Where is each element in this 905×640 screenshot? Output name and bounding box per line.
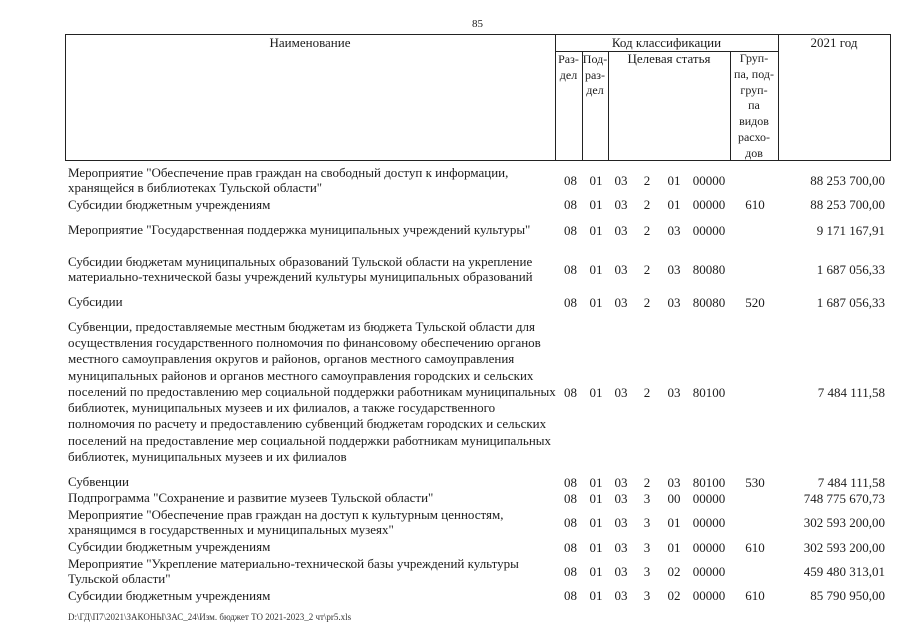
row-name-line: Мероприятие "Обеспечение прав граждан на доступ к культурным ценностям, [68, 506, 504, 522]
row-name-line: Мероприятие "Укрепление материально-технической базы учреждений культуры [68, 555, 519, 571]
table-row [0, 164, 905, 196]
target-article-code-part: 03 [614, 563, 628, 579]
amount-2021: 1 687 056,33 [816, 294, 885, 310]
target-article-code-part: 03 [667, 222, 681, 238]
amount-2021: 9 171 167,91 [816, 222, 885, 238]
header-year: 2021 год [810, 35, 858, 50]
podrazdel-code: 01 [589, 474, 603, 490]
target-article-code-part: 03 [614, 172, 628, 188]
row-name-line: Подпрограмма "Сохранение и развитие музеев Тульской области" [68, 490, 434, 506]
row-name [68, 246, 554, 292]
razdel-code: 08 [564, 384, 577, 400]
header-divider [608, 51, 609, 160]
header-group-line: видов [739, 114, 769, 128]
header-podrazdel [582, 52, 608, 99]
row-name [68, 539, 554, 555]
target-article-code-part: 03 [614, 588, 628, 603]
amount-2021: 748 775 670,73 [803, 490, 885, 506]
target-article-code-part: 00000 [692, 539, 726, 555]
row-name-line: Субвенции [68, 474, 129, 490]
row-name-line: библиотек, муниципальных музеев и их филиалов, а также государственного [68, 400, 496, 416]
header-group-line: дов [745, 145, 763, 160]
header-target-article: Целевая статья [627, 51, 711, 66]
amount-2021: 88 253 700,00 [810, 172, 885, 188]
target-article-code-part: 80100 [692, 384, 726, 400]
target-article-code-part: 03 [614, 474, 628, 490]
target-article-code-part: 03 [667, 384, 681, 400]
podrazdel-code: 01 [589, 197, 603, 212]
podrazdel-code: 01 [589, 514, 603, 530]
expense-group-code: 520 [745, 294, 765, 310]
target-article-code-part: 2 [643, 474, 651, 490]
target-article-code-part: 03 [614, 222, 628, 238]
amount-2021: 459 480 313,01 [803, 563, 885, 579]
header-divider [778, 34, 779, 160]
row-name [68, 196, 554, 213]
table-row [0, 196, 905, 213]
table-row [0, 539, 905, 555]
razdel-code: 08 [564, 539, 577, 555]
target-article-code-part: 00000 [692, 172, 726, 188]
table-row [0, 246, 905, 292]
razdel-code: 08 [564, 172, 577, 188]
target-article-code-part: 00000 [692, 197, 726, 212]
row-name-line: Тульской области" [68, 571, 171, 586]
row-name-line: материально-технической базы учреждений культуры муниципальных образований [68, 269, 533, 284]
header-group-line: Груп- [739, 51, 769, 65]
row-name-line: хранящейся в библиотеках Тульской области" [68, 180, 323, 195]
target-article-code-part: 3 [643, 588, 651, 603]
target-article-code-part: 03 [614, 261, 628, 277]
podrazdel-code: 01 [589, 539, 603, 555]
razdel-code: 08 [564, 294, 577, 310]
header-expense-group [730, 51, 778, 161]
amount-2021: 7 484 111,58 [817, 384, 885, 400]
header-name: Наименование [269, 35, 351, 50]
header-razdel [555, 52, 582, 83]
amount-2021: 85 790 950,00 [810, 588, 885, 603]
expense-group-code: 610 [745, 588, 765, 603]
razdel-code: 08 [564, 261, 577, 277]
target-article-code-part: 80080 [692, 294, 726, 310]
target-article-code-part: 00000 [692, 588, 726, 603]
podrazdel-code: 01 [589, 261, 603, 277]
target-article-code-part: 03 [667, 261, 681, 277]
target-article-code-part: 2 [643, 172, 651, 188]
row-name [68, 490, 554, 506]
row-name-line: полномочия по расчету и предоставлению субвенций бюджетам городских и сельских [68, 416, 547, 432]
row-name-line: Субсидии бюджетным учреждениям [68, 539, 271, 555]
table-row [0, 587, 905, 604]
row-name [68, 587, 554, 604]
target-article-code-part: 00 [667, 490, 681, 506]
target-article-code-part: 01 [667, 172, 681, 188]
target-article-code-part: 01 [667, 539, 681, 555]
target-article-code-part: 00000 [692, 563, 726, 579]
razdel-code: 08 [564, 222, 577, 238]
target-article-code-part: 3 [643, 514, 651, 530]
row-name [68, 164, 554, 196]
row-name-line: поселений на предоставление мер социальной поддержки работникам муниципальных [68, 432, 552, 448]
target-article-code-part: 00000 [692, 490, 726, 506]
row-name [68, 474, 554, 490]
target-article-code-part: 03 [667, 294, 681, 310]
file-path-footer: D:\ГД\П7\2021\ЗАКОНЫ\ЗАС_24\Изм. бюджет ТО 2021-2023_2 чт\pr5.xls [68, 612, 352, 622]
row-name-line: Субсидии бюджетным учреждениям [68, 587, 271, 603]
row-name-line: Субсидии [68, 294, 123, 310]
header-group-line: па, под- [734, 66, 774, 81]
target-article-code-part: 00000 [692, 514, 726, 530]
target-article-code-part: 2 [643, 197, 651, 212]
expense-group-code: 610 [745, 197, 765, 212]
amount-2021: 88 253 700,00 [810, 197, 885, 212]
row-name [68, 312, 554, 472]
amount-2021: 7 484 111,58 [817, 474, 885, 490]
row-name [68, 506, 554, 538]
razdel-code: 08 [564, 197, 577, 212]
target-article-code-part: 80080 [692, 261, 726, 277]
target-article-code-part: 01 [667, 197, 681, 212]
amount-2021: 302 593 200,00 [803, 514, 885, 530]
row-name-line: Мероприятие "Обеспечение прав граждан на свободный доступ к информации, [68, 164, 509, 180]
header-podrazdel-line: Под- [582, 52, 608, 66]
razdel-code: 08 [564, 474, 577, 490]
expense-group-code: 530 [745, 474, 765, 490]
target-article-code-part: 00000 [692, 222, 726, 238]
target-article-code-part: 2 [643, 222, 651, 238]
target-article-code-part: 03 [614, 197, 628, 212]
header-podrazdel-line: раз- [584, 67, 606, 82]
razdel-code: 08 [564, 490, 577, 506]
row-name-line: Мероприятие "Государственная поддержка муниципальных учреждений культуры" [68, 222, 531, 238]
target-article-code-part: 02 [667, 563, 681, 579]
target-article-code-part: 01 [667, 514, 681, 530]
target-article-code-part: 03 [614, 539, 628, 555]
expense-group-code: 610 [745, 539, 765, 555]
row-name-line: Субсидии бюджетным учреждениям [68, 196, 271, 212]
podrazdel-code: 01 [589, 384, 603, 400]
razdel-code: 08 [564, 514, 577, 530]
row-name-line: муниципальных районов и органов местного самоуправления городских и сельских [68, 367, 534, 383]
podrazdel-code: 01 [589, 172, 603, 188]
header-group-line: груп- [740, 82, 768, 97]
row-name-line: хранящимся в государственных и муниципальных музеях" [68, 522, 394, 537]
row-name [68, 214, 554, 246]
target-article-code-part: 3 [643, 539, 651, 555]
target-article-code-part: 2 [643, 294, 651, 310]
target-article-code-part: 03 [614, 490, 628, 506]
podrazdel-code: 01 [589, 490, 603, 506]
razdel-code: 08 [564, 588, 577, 603]
target-article-code-part: 2 [643, 261, 651, 277]
target-article-code-part: 3 [643, 563, 651, 579]
amount-2021: 1 687 056,33 [816, 261, 885, 277]
table-row [0, 292, 905, 312]
page-number: 85 [472, 18, 483, 30]
header-classification: Код классификации [611, 35, 722, 50]
table-row [0, 506, 905, 538]
row-name-line: поселений по предоставлению мер социальной поддержки работникам муниципальных [68, 383, 556, 399]
target-article-code-part: 03 [614, 514, 628, 530]
table-row [0, 555, 905, 587]
table-row [0, 474, 905, 490]
target-article-code-part: 03 [614, 294, 628, 310]
header-group-line: па [748, 98, 760, 113]
target-article-code-part: 02 [667, 588, 681, 603]
row-name [68, 555, 554, 587]
podrazdel-code: 01 [589, 588, 603, 603]
target-article-code-part: 2 [643, 384, 651, 400]
amount-2021: 302 593 200,00 [803, 539, 885, 555]
podrazdel-code: 01 [589, 294, 603, 310]
row-name-line: местного самоуправления округов и районов, органов местного самоуправления [68, 351, 515, 367]
podrazdel-code: 01 [589, 563, 603, 579]
podrazdel-code: 01 [589, 222, 603, 238]
header-razdel-line: дел [559, 67, 578, 82]
table-row [0, 490, 905, 506]
table-row [0, 312, 905, 472]
razdel-code: 08 [564, 563, 577, 579]
header-group-line: расхо- [737, 129, 771, 144]
target-article-code-part: 03 [614, 384, 628, 400]
table-row [0, 214, 905, 246]
header-razdel-line: Раз- [558, 52, 579, 66]
row-name-line: библиотек, муниципальных музеев и их филиалов [68, 448, 347, 464]
header-podrazdel-line: дел [586, 83, 604, 98]
row-name-line: Субвенции, предоставляемые местным бюджетам из бюджета Тульской области для [68, 319, 536, 335]
target-article-code-part: 03 [667, 474, 681, 490]
row-name [68, 292, 554, 312]
row-name-line: осуществления государственного полномочия по финансовому обеспечению органов [68, 335, 541, 351]
row-name-line: Субсидии бюджетам муниципальных образований Тульской области на укрепление [68, 253, 533, 269]
target-article-code-part: 80100 [692, 474, 726, 490]
target-article-code-part: 3 [643, 490, 651, 506]
